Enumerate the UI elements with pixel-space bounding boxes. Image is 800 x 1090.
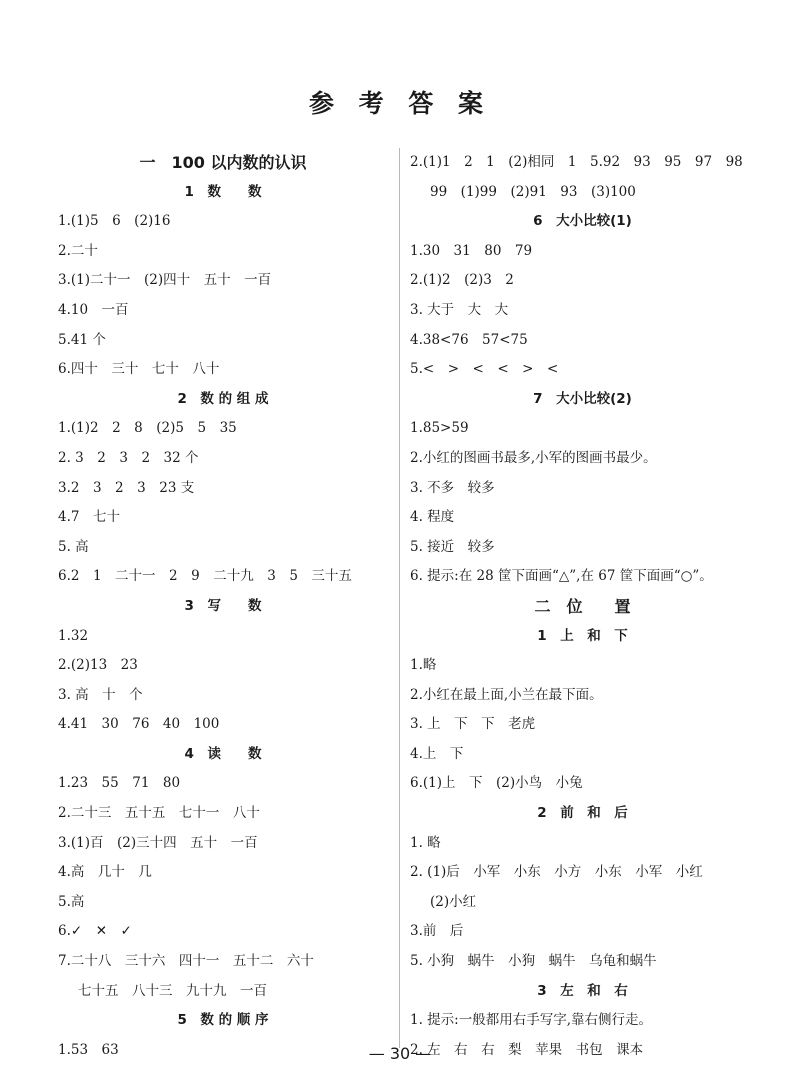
- section-heading: 4 读 数: [184, 745, 262, 762]
- answer-line: 3.前 后: [410, 923, 464, 940]
- answer-line: 1.(1)2 2 8 (2)5 5 35: [58, 420, 237, 437]
- answer-line: 2. 左 右 右 梨 苹果 书包 课本: [410, 1041, 644, 1058]
- answer-line: 6.2 1 二十一 2 9 二十九 3 5 三十五: [58, 568, 352, 585]
- answer-line: 6.✓ ✕ ✓: [58, 923, 132, 940]
- answer-line: 4.高 几十 几: [58, 864, 152, 881]
- answer-line: 5. 接近 较多: [410, 538, 495, 555]
- right-column: [410, 148, 755, 1065]
- answer-line: 5.41 个: [58, 331, 106, 348]
- answer-line: 3. 大于 大 大: [410, 301, 509, 318]
- answer-line: 1. 略: [410, 834, 441, 851]
- answer-line: 2.二十三 五十五 七十一 八十: [58, 805, 260, 822]
- section-heading: 7 大小比较(2): [533, 390, 632, 407]
- answer-line-continued: (2)小红: [430, 893, 477, 910]
- column-divider: [399, 148, 400, 1048]
- section-heading: 2 前 和 后: [537, 805, 628, 822]
- answer-line: 4.41 30 76 40 100: [58, 716, 220, 733]
- answer-line: 1.32: [58, 627, 89, 644]
- section-heading: 5 数 的 顺 序: [177, 1012, 269, 1029]
- answer-line: 4.38<76 57<75: [410, 331, 528, 348]
- page-number: — 30 —: [368, 1044, 432, 1063]
- chapter-heading: 二 位 置: [534, 596, 631, 616]
- answer-line: 2.(2)13 23: [58, 657, 138, 674]
- answer-line: 5. 小狗 蜗牛 小狗 蜗牛 乌龟和蜗牛: [410, 953, 657, 970]
- section-heading: 1 上 和 下: [537, 627, 628, 644]
- answer-line: 4.7 七十: [58, 509, 120, 526]
- left-column: [58, 148, 388, 1065]
- page-title: 参 考 答 案: [308, 89, 492, 118]
- section-heading: 6 大小比较(1): [533, 213, 632, 230]
- answer-line: 4.10 一百: [58, 301, 129, 318]
- answer-line: 2.(1)1 2 1 (2)相同 1 5.92 93 95 97 98: [410, 154, 743, 170]
- answer-line: 1.53 63: [58, 1041, 119, 1058]
- section-heading: 3 写 数: [184, 597, 262, 614]
- answer-line: 3. 高 十 个: [58, 686, 143, 703]
- answer-line: 6.(1)上 下 (2)小鸟 小兔: [410, 775, 583, 792]
- answer-line: 1.(1)5 6 (2)16: [58, 213, 171, 230]
- answer-line: 2.小红在最上面,小兰在最下面。: [410, 686, 603, 703]
- answer-line: 1.略: [410, 657, 437, 674]
- answer-line: 5.< > < < > <: [410, 361, 559, 378]
- answer-line: 6.四十 三十 七十 八十: [58, 361, 220, 378]
- answer-line: 3.(1)百 (2)三十四 五十 一百: [58, 834, 258, 851]
- answer-line: 2.(1)2 (2)3 2: [410, 272, 514, 289]
- section-heading: 1 数 数: [184, 183, 262, 200]
- answer-line: 6. 提示:在 28 筐下面画“△”,在 67 筐下面画“○”。: [410, 568, 713, 585]
- answer-line: 1.23 55 71 80: [58, 775, 181, 792]
- answer-line: 3. 上 下 下 老虎: [410, 716, 536, 733]
- answer-line: 7.二十八 三十六 四十一 五十二 六十: [58, 953, 314, 970]
- answer-line: 4.上 下: [410, 745, 464, 762]
- answer-line: 5.高: [58, 893, 85, 910]
- answer-line: 2.二十: [58, 242, 98, 259]
- answer-line-continued: 99 (1)99 (2)91 93 (3)100: [430, 183, 636, 200]
- answer-line: 2. (1)后 小军 小东 小方 小东 小军 小红: [410, 864, 703, 881]
- section-heading: 2 数 的 组 成: [177, 390, 269, 407]
- section-heading: 3 左 和 右: [537, 982, 628, 999]
- answer-line: 3. 不多 较多: [410, 479, 495, 496]
- answer-line: 5. 高: [58, 538, 89, 555]
- answer-line: 2. 3 2 3 2 32 个: [58, 449, 199, 466]
- answer-line: 2.小红的图画书最多,小军的图画书最少。: [410, 449, 657, 466]
- answer-line: 3.2 3 2 3 23 支: [58, 479, 195, 496]
- answer-line: 1.85>59: [410, 420, 469, 437]
- chapter-heading: 一 100 以内数的认识: [139, 153, 307, 172]
- answer-line: 1.30 31 80 79: [410, 242, 533, 259]
- answer-line: 3.(1)二十一 (2)四十 五十 一百: [58, 272, 272, 289]
- answer-line: 1. 提示:一般都用右手写字,靠右侧行走。: [410, 1012, 653, 1029]
- answer-line-continued: 七十五 八十三 九十九 一百: [78, 982, 267, 999]
- answer-line: 4. 程度: [410, 509, 455, 526]
